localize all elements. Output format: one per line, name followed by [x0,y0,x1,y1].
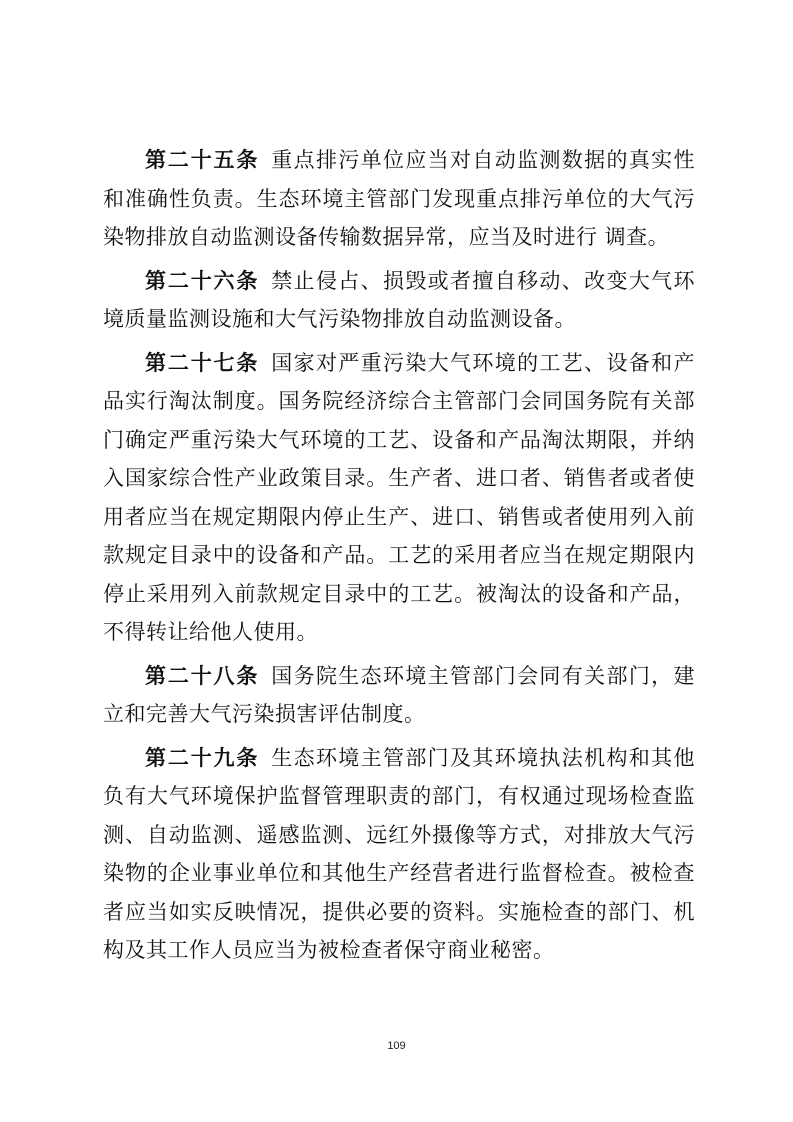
article-26 [103,262,695,339]
document-body [103,141,695,975]
article-text: 禁止侵占、损毁或者擅自移动、改变大气环境质量监测设施和大气污染物排放自动监测设备。 [103,268,696,331]
article-number: 第二十八条 [145,663,260,688]
article-number: 第二十六条 [145,268,260,293]
article-29 [103,739,695,970]
article-28 [103,657,695,734]
article-number: 第二十五条 [145,148,260,172]
article-text: 国务院生态环境主管部门会同有关部门，建立和完善大气污染损害评估制度。 [103,663,696,726]
article-text: 生态环境主管部门及其环境执法机构和其他负有大气环境保护监督管理职责的部门，有权通过现场检查监测、自动监测、遥感监测、远红外摄像等方式，对排放大气污染物的企业事业单位和其他生产经营者进行监督检查。被检查者应当如实反映情况，提供必要的资料。实施检查的部门、机构及其工作人员应当为被检查者保守商业秘密。 [103,745,696,962]
page-number: 109 [387,1040,406,1052]
article-text: 国家对严重污染大气环境的工艺、设备和产品实行淘汰制度。国务院经济综合主管部门会同国务院有关部门确定严重污染大气环境的工艺、设备和产品淘汰期限，并纳入国家综合性产业政策目录。生产者、进口者、销售者或者使用者应当在规定期限内停止生产、进口、销售或者使用列入前款规定目录中的设备和产品。工艺的采用者应当在规定期限内停止采用列入前款规定目录中的工艺。被淘汰的设备和产品，不得转让给他人使用。 [103,350,696,644]
article-text: 重点排污单位应当对自动监测数据的真实性和准确性负责。生态环境主管部门发现重点排污单位的大气污染物排放自动监测设备传输数据异常，应当及时进行 调查。 [103,148,696,249]
article-27 [103,344,695,652]
article-number: 第二十九条 [145,745,260,770]
article-number: 第二十七条 [145,350,260,375]
article-25 [103,141,695,257]
